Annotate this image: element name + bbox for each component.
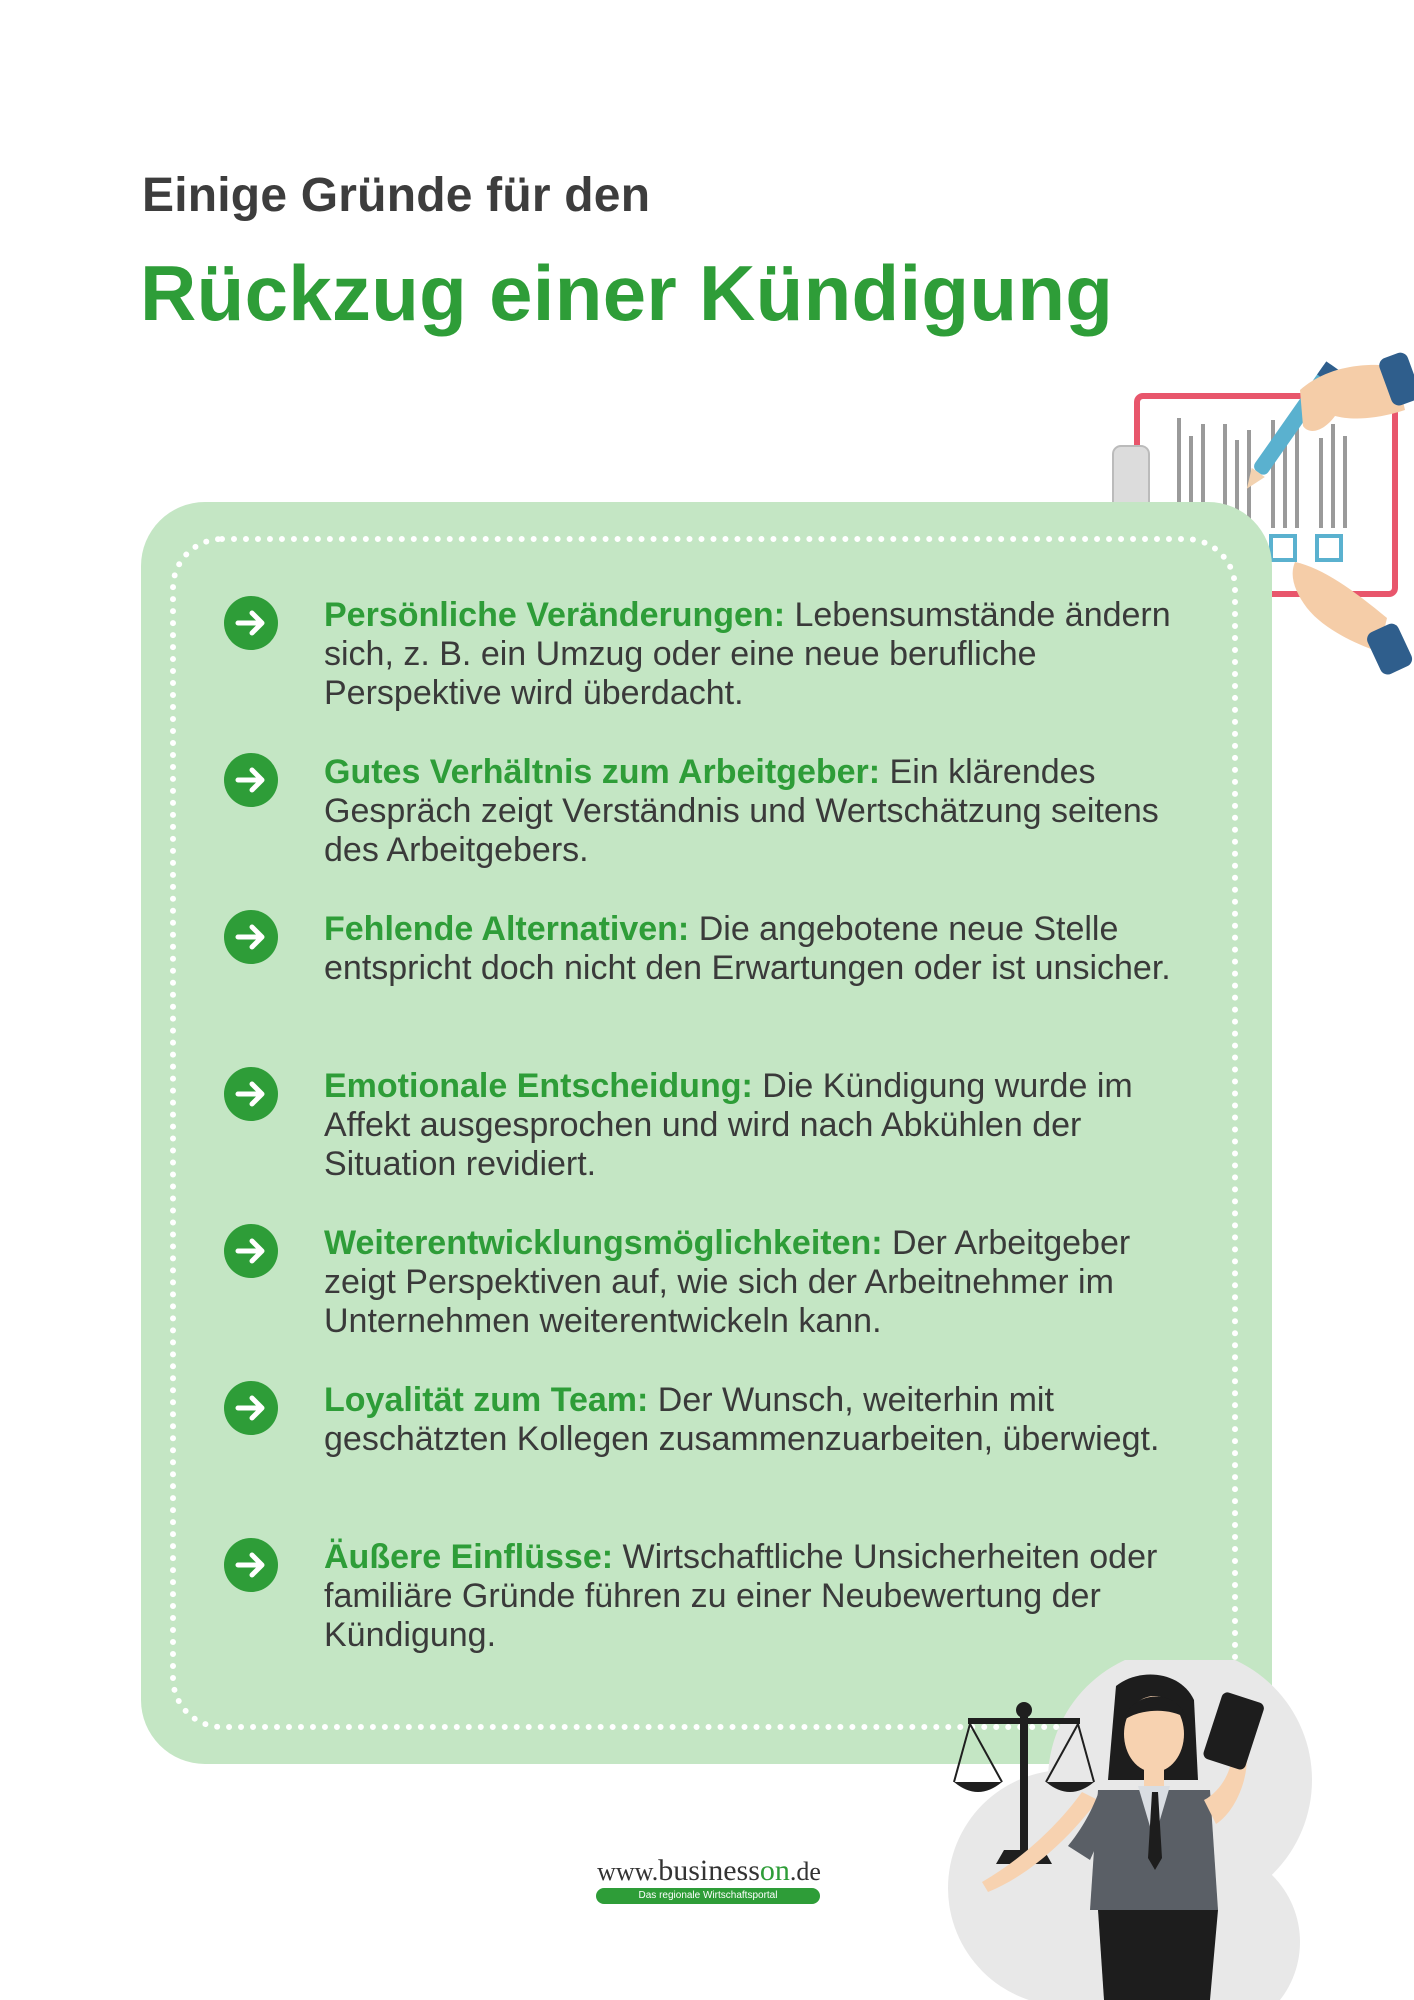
- arrow-right-circle-icon: [224, 596, 278, 650]
- reason-text: [324, 910, 1204, 988]
- reason-heading: Weiterentwicklungsmöglichkeiten:: [324, 1224, 883, 1262]
- reason-body: Ein klärendes Gespräch zeigt Verständnis und Wertschätzung seitens des Arbeitgebers.: [324, 753, 1159, 869]
- page-title: Rückzug einer Kündigung: [140, 249, 1114, 337]
- logo-tagline: Das regionale Wirtschaftsportal: [596, 1888, 820, 1904]
- arrow-right-circle-icon: [224, 1538, 278, 1592]
- arrow-right-circle-icon: [224, 1067, 278, 1121]
- reason-heading: Loyalität zum Team:: [324, 1381, 649, 1419]
- lawyer-illustration: [948, 1660, 1322, 2000]
- reason-heading: Fehlende Alternativen:: [324, 910, 690, 948]
- reason-text: [324, 1224, 1204, 1341]
- reason-text: [324, 1381, 1204, 1459]
- reason-text: [324, 1538, 1204, 1655]
- businesson-logo: [594, 1854, 824, 1906]
- reason-text: [324, 753, 1204, 870]
- arrow-right-circle-icon: [224, 1381, 278, 1435]
- logo-domain: [594, 1854, 824, 1888]
- logo-tld: .de: [789, 1857, 821, 1886]
- logo-on: on: [759, 1854, 790, 1887]
- reason-text: [324, 1067, 1204, 1184]
- logo-name: business: [658, 1854, 760, 1887]
- reason-body: Der Wunsch, weiterhin mit geschätzten Kollegen zusammenzuarbeiten, überwiegt.: [324, 1381, 1160, 1458]
- reason-body: Der Arbeitgeber zeigt Perspektiven auf, wie sich der Arbeitnehmer im Unternehmen weiterentwickeln kann.: [324, 1224, 1131, 1340]
- page-subtitle: Einige Gründe für den: [142, 169, 651, 222]
- arrow-right-circle-icon: [224, 1224, 278, 1278]
- reason-heading: Emotionale Entscheidung:: [324, 1067, 753, 1105]
- arrow-right-circle-icon: [224, 910, 278, 964]
- reason-text: [324, 596, 1204, 713]
- logo-prefix: www.: [597, 1857, 659, 1886]
- reason-body: Wirtschaftliche Unsicherheiten oder familiäre Gründe führen zu einer Neubewertung der Kündigung.: [324, 1538, 1158, 1654]
- arrow-right-circle-icon: [224, 753, 278, 807]
- reason-body: Lebensumstände ändern sich, z. B. ein Umzug oder eine neue berufliche Perspektive wird überdacht.: [324, 596, 1171, 712]
- reason-body: Die Kündigung wurde im Affekt ausgesprochen und wird nach Abkühlen der Situation revidiert.: [324, 1067, 1133, 1183]
- reason-heading: Äußere Einflüsse:: [324, 1538, 614, 1576]
- reason-body: Die angebotene neue Stelle entspricht doch nicht den Erwartungen oder ist unsicher.: [324, 910, 1171, 987]
- reason-heading: Persönliche Veränderungen:: [324, 596, 786, 634]
- reason-heading: Gutes Verhältnis zum Arbeitgeber:: [324, 753, 881, 791]
